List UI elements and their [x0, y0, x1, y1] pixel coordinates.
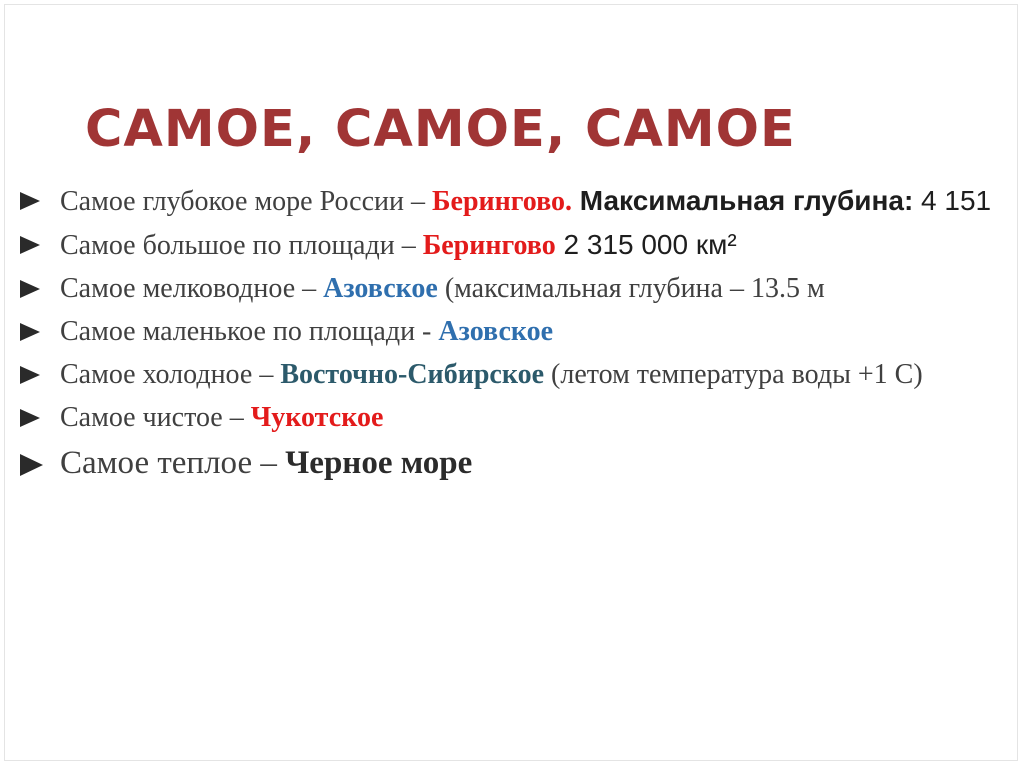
- list-item: [20, 357, 1010, 392]
- item-extra: (максимальная глубина – 13.5 м: [437, 273, 825, 304]
- item-highlight: Чукотское: [250, 402, 384, 433]
- arrow-bullet-icon: [20, 323, 40, 341]
- arrow-bullet-icon: [20, 236, 40, 254]
- item-extra: 4 151: [913, 185, 992, 216]
- item-highlight: Берингово: [422, 230, 556, 261]
- item-extra: (летом температура воды +1 С): [544, 359, 923, 390]
- item-highlight: Азовское: [438, 316, 554, 347]
- item-text: Самое холодное –: [60, 359, 281, 390]
- item-highlight: Азовское: [323, 273, 438, 304]
- item-text: Самое теплое –: [60, 445, 286, 481]
- slide-title: САМОЕ, САМОЕ, САМОЕ: [85, 100, 796, 159]
- facts-list: [20, 183, 1010, 491]
- item-text: Самое глубокое море России –: [60, 186, 432, 217]
- arrow-bullet-icon: [20, 280, 40, 298]
- list-item: [20, 314, 1010, 349]
- item-extra-label: Максимальная глубина:: [572, 185, 914, 216]
- arrow-bullet-icon: [20, 192, 40, 210]
- item-text: Самое маленькое по площади -: [60, 316, 439, 347]
- list-item: [20, 443, 1010, 483]
- arrow-bullet-icon: [20, 454, 43, 476]
- item-text: Самое большое по площади –: [60, 230, 423, 261]
- list-item: [20, 227, 1010, 263]
- item-highlight: Берингово.: [432, 186, 573, 217]
- arrow-bullet-icon: [20, 409, 40, 427]
- item-highlight: Черное море: [285, 445, 473, 481]
- list-item: [20, 400, 1010, 435]
- item-highlight: Восточно-Сибирское: [280, 359, 545, 390]
- item-text: Самое чистое –: [60, 402, 251, 433]
- item-extra: 2 315 000 км²: [555, 229, 737, 260]
- list-item: [20, 183, 1010, 219]
- list-item: [20, 271, 1010, 306]
- arrow-bullet-icon: [20, 366, 40, 384]
- item-text: Самое мелководное –: [60, 273, 324, 304]
